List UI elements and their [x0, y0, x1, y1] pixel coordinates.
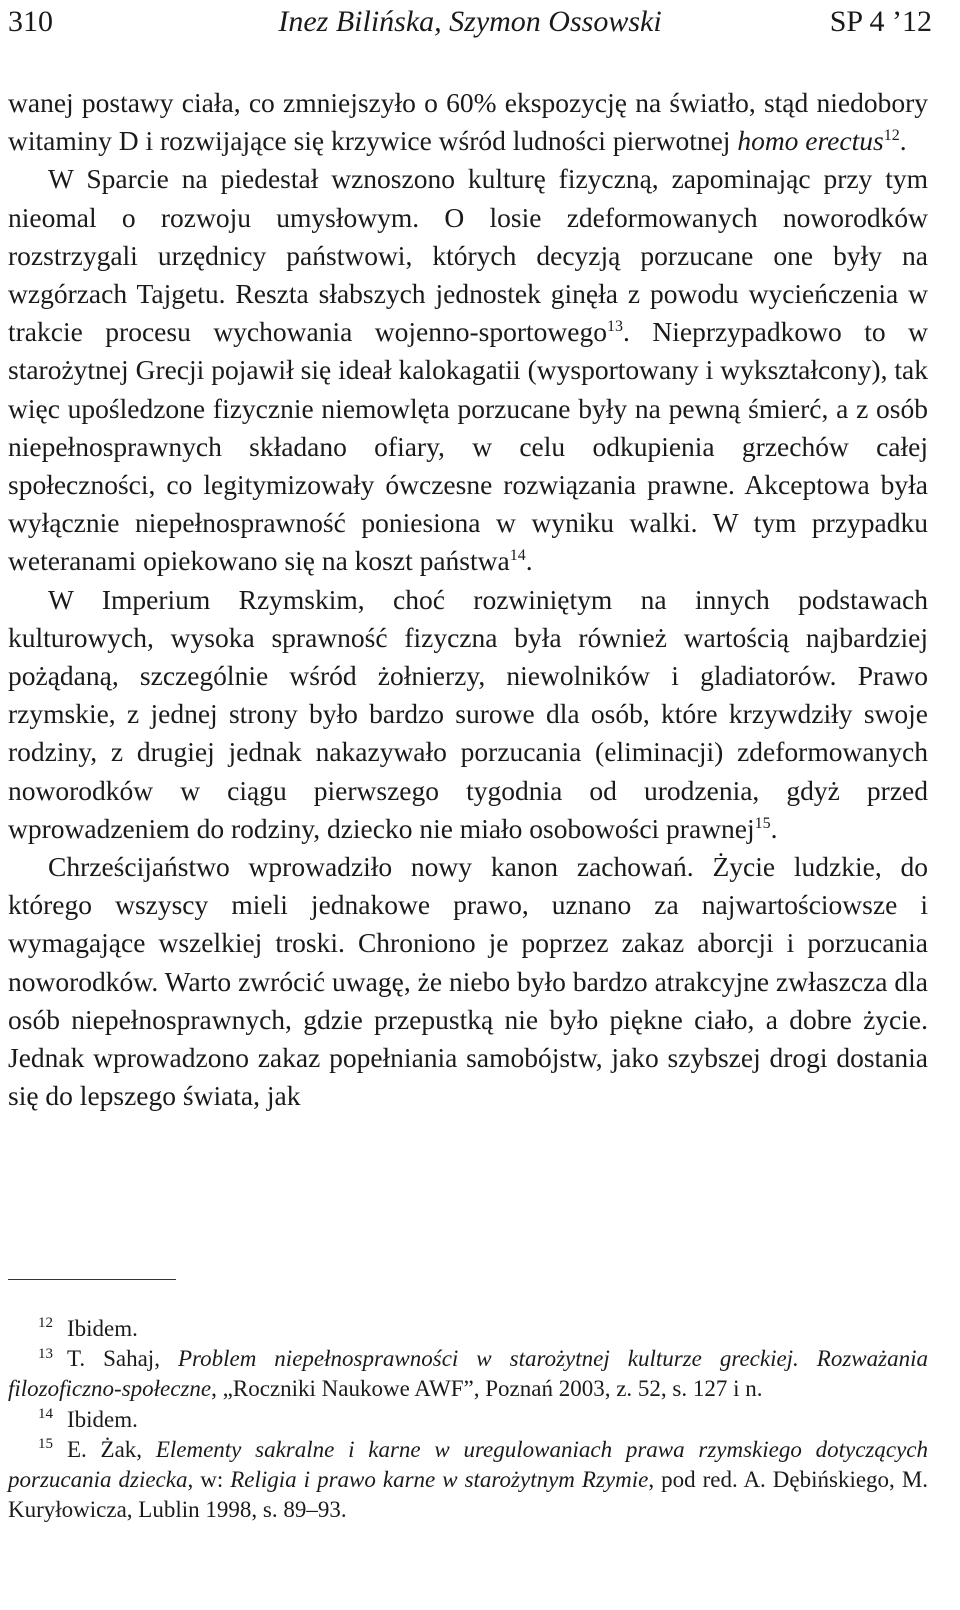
footnote-ref-13[interactable]: 13: [606, 318, 623, 336]
footnote-14: $^{14}$ Ibidem.: [38, 1405, 138, 1432]
footnote-divider: [8, 1279, 176, 1280]
footnote-ref-15[interactable]: 15: [754, 814, 771, 832]
footnote-ref-12[interactable]: 12: [883, 127, 900, 145]
footnote-ref-14[interactable]: 14: [509, 547, 526, 565]
journal-issue: SP 4 ’12: [829, 5, 932, 38]
footnote-number: 12: [38, 1315, 53, 1332]
footnote-12: $^{12}$ Ibidem.: [38, 1315, 138, 1341]
footnote-number: 13: [38, 1345, 53, 1362]
paragraph-1: wanej postawy ciała, co zmniejszyło o 60% ekspozycję na światło, stąd niedobory witaminy D i rozwijające się krzywice wśród ludności pierwotnej homo erectus$^{12}$.: [8, 87, 928, 157]
footnote-13: $^{13}$ T. Sahaj, Problem niepełnosprawności w starożytnej kulturze greckiej. Rozważania filozoficzno-społeczne, „Roczniki Naukowe AWF”, Poznań 2003, z. 52, s. 127 i n.: [8, 1345, 928, 1402]
paragraph-4: Chrześcijaństwo wprowadziło nowy kanon zachowań. Życie ludzkie, do którego wszyscy mieli jednakowe prawo, uznano za najwartościowsze i wymagające wszelkiej troski. Chroniono je poprzez zakaz aborcji i porzucania noworodków. Warto zwrócić uwagę, że niebo było bardzo atrakcyjne zwłaszcza dla osób niepełnosprawnych, gdzie przepustką nie było piękne ciało, a dobre życie. Jednak wprowadzono zakaz popełniania samobójstw, jako szybszej drogi dostania się do lepszego świata, jak: [8, 851, 928, 1112]
footnote-number: 15: [38, 1436, 53, 1453]
body-text: [8, 84, 928, 1115]
paragraph-2: W Sparcie na piedestał wznoszono kulturę fizyczną, zapominając przy tym nieomal o rozwoju umysłowym. O losie zdeformowanych noworodków rozstrzygali urzędnicy państwowi, których decyzją porzucane one były na wzgórzach Tajgetu. Reszta słabszych jednostek ginęła z powodu wycieńczenia w trakcie procesu wychowania wojenno-sportowego$^{13}$. Nieprzypadkowo to w starożytnej Grecji pojawił się ideał kalokagatii (wysportowany i wykształcony), tak więc upośledzone fizycznie niemowlęta porzucane były na pewną śmierć, a z osób niepełnosprawnych składano ofiary, w celu odkupienia grzechów całej społeczności, co legitymizowały ówczesne rozwiązania prawne. Akceptowa była wyłącznie niepełnosprawność poniesiona w wyniku walki. W tym przypadku weteranami opiekowano się na koszt państwa$^{14}$.: [8, 163, 928, 577]
paragraph-3: W Imperium Rzymskim, choć rozwiniętym na innych podstawach kulturowych, wysoka sprawność fizyczna była również wartością najbardziej pożądaną, szczególnie wśród żołnierzy, niewolników i gladiatorów. Prawo rzymskie, z jednej strony było bardzo surowe dla osób, które krzywdziły swoje rodziny, z drugiej jednak nakazywało porzucania (eliminacji) zdeformowanych noworodków w ciągu pierwszego tygodnia od urodzenia, gdyż przed wprowadzeniem do rodziny, dziecko nie miało osobowości prawnej$^{15}$.: [8, 583, 928, 844]
footnotes: [8, 1314, 928, 1525]
page-number: 310: [8, 5, 53, 38]
running-authors: Inez Bilińska, Szymon Ossowski: [278, 5, 662, 38]
running-header: [8, 2, 932, 42]
footnote-number: 14: [38, 1405, 53, 1422]
footnote-15: $^{15}$ E. Żak, Elementy sakralne i karne w uregulowaniach prawa rzymskiego dotyczących porzucania dziecka, w: Religia i prawo karne w starożytnym Rzymie, pod red. A. Dębińskiego, M. Kuryłowicza, Lublin 1998, s. 89–93.: [8, 1436, 929, 1523]
